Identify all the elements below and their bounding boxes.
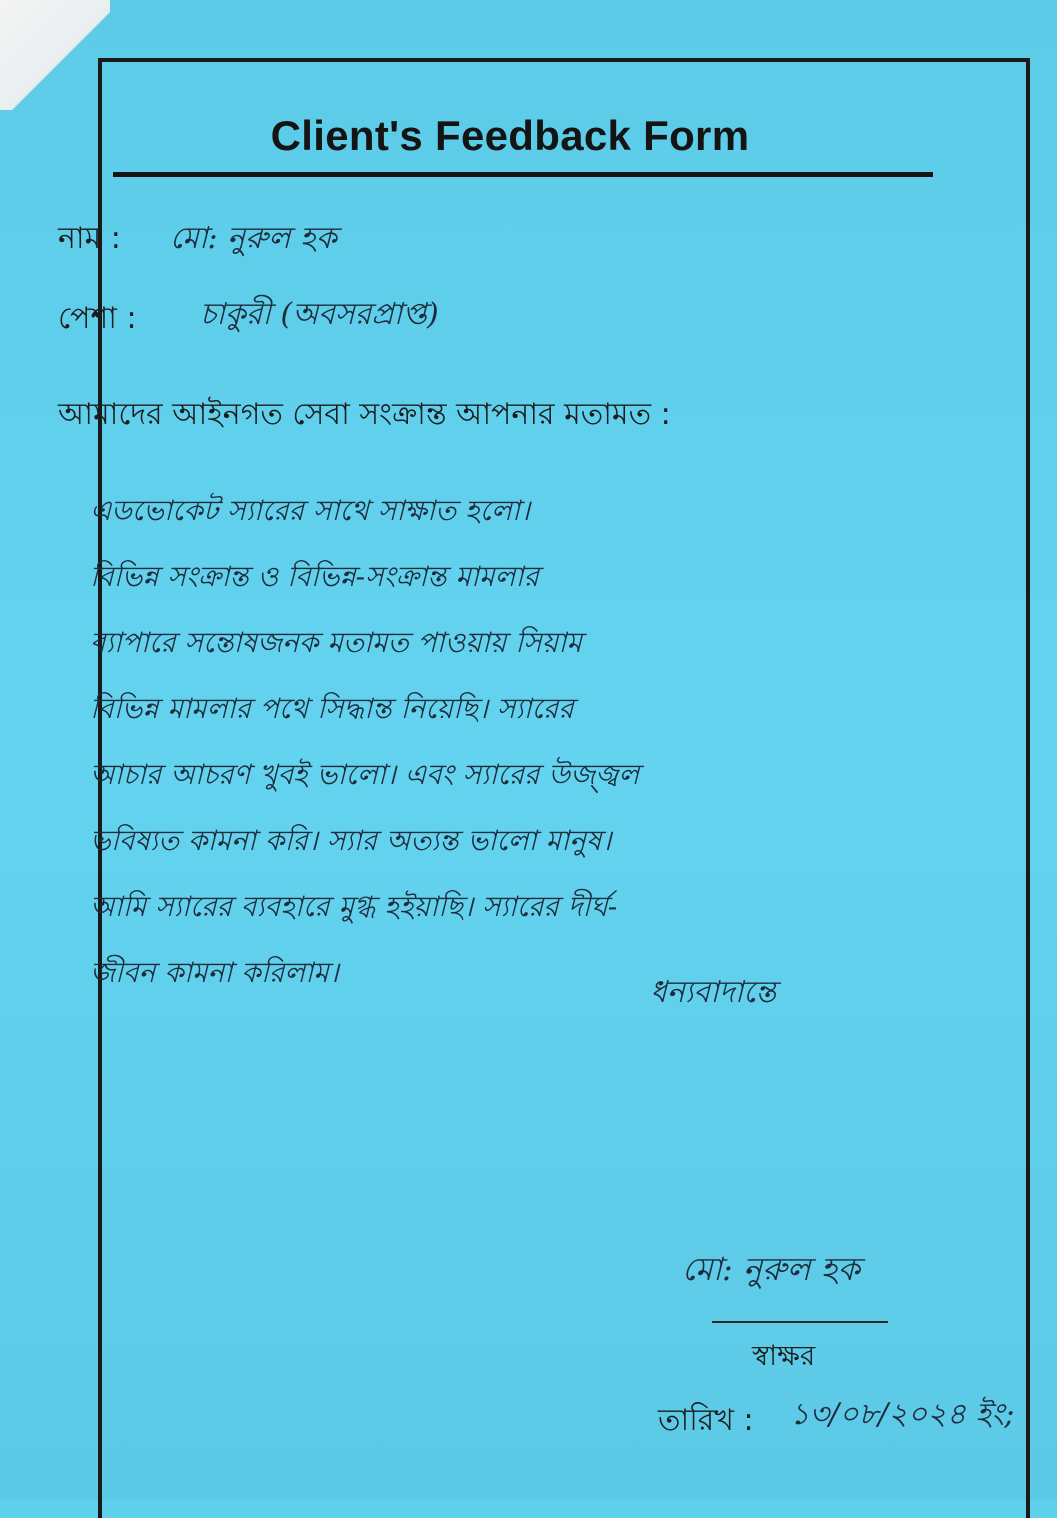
feedback-line: এডভোকেট স্যারের সাথে সাক্ষাত হলো। <box>90 494 531 527</box>
profession-label: পেশা : <box>58 301 137 336</box>
name-value: মো: নুরুল হক <box>170 221 337 256</box>
signature-line <box>712 1321 888 1323</box>
feedback-line: বিভিন্ন সংক্রান্ত ও বিভিন্ন-সংক্রান্ত মামলার <box>90 560 539 593</box>
date-label: তারিখ : <box>658 1403 754 1438</box>
feedback-line: ব্যাপারে সন্তোষজনক মতামত পাওয়ায় সিয়াম <box>90 626 582 659</box>
closing-text: ধন্যবাদান্তে <box>650 975 777 1010</box>
feedback-text <box>90 478 1000 1006</box>
title-underline <box>113 172 933 177</box>
feedback-line: ভবিষ্যত কামনা করি। স্যার অত্যন্ত ভালো মানুষ। <box>90 824 612 857</box>
feedback-line: আমি স্যারের ব্যবহারে মুগ্ধ হইয়াছি। স্যারের দীর্ঘ- <box>90 890 618 923</box>
profession-value: চাকুরী (অবসরপ্রাপ্ত) <box>200 297 439 332</box>
signature-label: স্বাক্ষর <box>752 1339 816 1372</box>
feedback-line: জীবন কামনা করিলাম। <box>90 956 339 989</box>
handwritten-signature: মো: নুরুল হক <box>682 1250 860 1288</box>
date-value: ১৩/০৮/২০২৪ ইং; <box>790 1397 1015 1432</box>
form-title: Client's Feedback Form <box>270 112 750 159</box>
feedback-line: বিভিন্ন মামলার পথে সিদ্ধান্ত নিয়েছি। স্যারের <box>90 692 574 725</box>
opinion-label: আমাদের আইনগত সেবা সংক্রান্ত আপনার মতামত : <box>58 397 671 432</box>
feedback-line: আচার আচরণ খুবই ভালো। এবং স্যারের উজ্জ্বল <box>90 758 640 791</box>
name-label: নাম : <box>58 221 121 256</box>
paper-corner-fold <box>0 0 110 110</box>
